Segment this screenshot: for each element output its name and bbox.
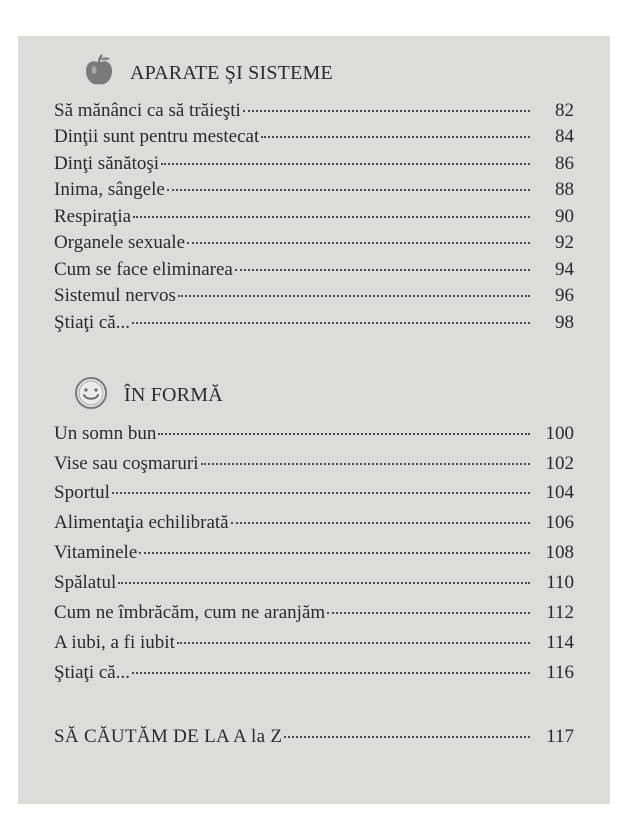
toc-entry-title: Inima, sângele [54,179,165,200]
toc-entry [54,662,574,684]
toc-entry-title: Respiraţia [54,206,132,227]
toc-entry-title: Dinţii sunt pentru mestecat [54,126,260,147]
toc-entry [54,232,574,254]
toc-leader-dots [261,136,530,138]
toc-entry-title: A iubi, a fi iubit [54,632,175,653]
toc-entry [54,482,574,504]
toc-entry-title: Ştiaţi că... [54,662,130,683]
book-page [18,36,610,804]
toc-leader-dots [187,242,530,244]
toc-leader-dots [158,433,530,435]
toc-entry [54,542,574,564]
toc-entry-page: 117 [546,726,574,747]
toc-leader-dots [284,736,530,738]
toc-entry-title: Spălatul [54,572,117,593]
section-title: APARATE ŞI SISTEME [130,62,333,84]
toc-entry-title: Dinţi sănătoşi [54,153,160,174]
toc-leader-dots [177,642,530,644]
toc-entry-page: 114 [546,632,574,653]
section-header-aparate [84,54,333,93]
toc-entry-title: SĂ CĂUTĂM DE LA A la Z [54,726,283,747]
toc-entry-page: 92 [555,232,574,253]
toc-entry-page: 82 [555,100,574,121]
toc-leader-dots [235,269,530,271]
toc-entry [54,179,574,201]
toc-entry-title: Vise sau coşmaruri [54,453,199,474]
toc-entry [54,602,574,624]
toc-entry-page: 98 [555,312,574,333]
section-title: ÎN FORMĂ [124,384,223,406]
toc-entry-page: 86 [555,153,574,174]
toc-entry-title: Sportul [54,482,110,503]
toc-leader-dots [178,295,530,297]
toc-entry-title: Cum se face eliminarea [54,259,233,280]
toc-entry [54,126,574,148]
apple-icon [84,54,114,93]
toc-leader-dots [161,163,530,165]
toc-entry [54,632,574,654]
toc-leader-dots [112,492,530,494]
toc-entry [54,285,574,307]
toc-entry-page: 102 [545,453,574,474]
toc-entry-page: 108 [545,542,574,563]
toc-entry-page: 94 [555,259,574,280]
toc-entry-title: Un somn bun [54,423,157,444]
toc-entry-page: 88 [555,179,574,200]
toc-entry [54,206,574,228]
toc-entry-page: 106 [545,512,574,533]
toc-leader-dots [139,552,530,554]
toc-leader-dots [167,189,530,191]
toc-leader-dots [132,322,530,324]
toc-entry-page: 100 [545,423,574,444]
toc-entry-page: 112 [546,602,574,623]
toc-entry-page: 96 [555,285,574,306]
toc-entry-title: Organele sexuale [54,232,186,253]
toc-entry-title: Vitaminele [54,542,138,563]
toc-leader-dots [201,463,531,465]
toc-entry-title: Cum ne îmbrăcăm, cum ne aranjăm [54,602,326,623]
toc-entry-title: Sistemul nervos [54,285,176,306]
toc-leader-dots [327,612,530,614]
toc-entry [54,312,574,334]
toc-entry [54,259,574,281]
toc-entry-index [54,726,574,748]
toc-entry [54,153,574,175]
section-header-in-forma [74,376,223,415]
toc-entry-page: 90 [555,206,574,227]
toc-entry [54,512,574,534]
toc-leader-dots [243,110,530,112]
toc-entry-page: 104 [545,482,574,503]
toc-entry [54,423,574,445]
toc-leader-dots [231,522,530,524]
toc-entry [54,572,574,594]
toc-leader-dots [133,216,530,218]
toc-entry [54,453,574,475]
toc-entry-title: Alimentaţia echilibrată [54,512,229,533]
toc-entry-page: 84 [555,126,574,147]
toc-entry [54,100,574,122]
toc-leader-dots [118,582,530,584]
toc-entry-page: 116 [546,662,574,683]
smiley-icon [74,376,108,415]
toc-entry-page: 110 [546,572,574,593]
toc-entry-title: Ştiaţi că... [54,312,130,333]
toc-leader-dots [132,672,530,674]
toc-entry-title: Să mănânci ca să trăieşti [54,100,241,121]
